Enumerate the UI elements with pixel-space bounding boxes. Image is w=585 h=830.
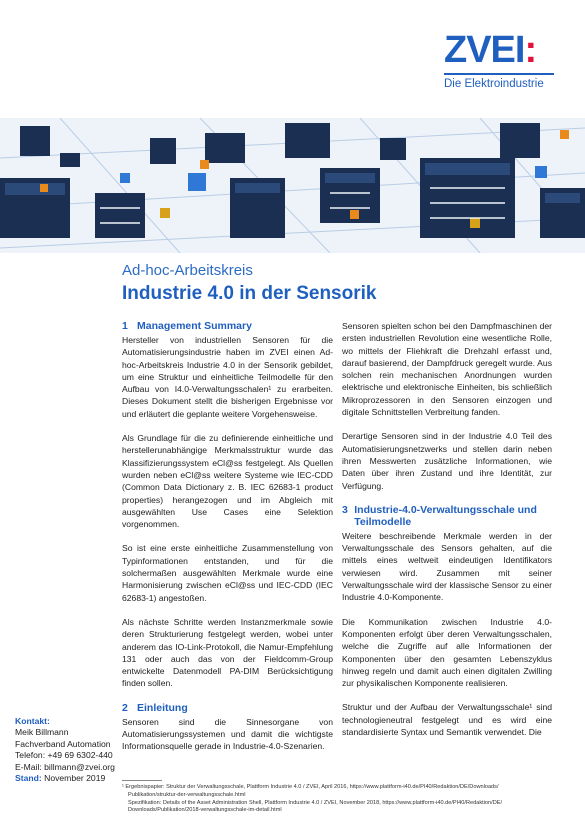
contact-phone: Telefon: +49 69 6302-440 <box>15 750 113 761</box>
contact-label: Kontakt: <box>15 716 50 726</box>
stand-value: November 2019 <box>44 773 106 784</box>
footnote <box>122 784 554 815</box>
contact-email[interactable]: E-Mail: billmann@zvei.org <box>15 761 115 772</box>
document-kicker: Ad-hoc-Arbeitskreis <box>122 262 253 279</box>
section-heading-einleitung: 2 Einleitung <box>122 701 188 714</box>
logo-wordmark: ZVEI: <box>444 29 537 71</box>
footnote-line: Spezifikation: Details of the Asset Administration Shell, Plattform Industrie 4.0 / ZVEI, November 2018, https://www.plattform-i40.de/PI40/Redaktion/DE/ <box>128 799 503 806</box>
contact-name: Meik Billmann <box>15 727 69 738</box>
paragraph: So ist eine erste einheitliche Zusammenstellung von Typinformationen entstanden, und für die solchermaßen ausgewählten Merkmale wurde eine Harmonisierung zwischen eCl@ss und IEC-CDD (IEC 62683-1) angestoßen. <box>122 543 333 603</box>
footnote-rule <box>122 780 162 781</box>
left-column <box>122 320 333 765</box>
paragraph: Die Kommunikation zwischen Industrie 4.0-Komponenten erfolgt über deren Verwaltungsschalen, welche die Zugriffe auf alle Informationen der Komponenten über den gesamten Lebenszyklus hinweg regeln und damit auch einen digitalen Zwilling zur physikalischen Komponente realisieren. <box>342 616 552 689</box>
section-heading-management-summary: 1 Management Summary <box>122 320 252 332</box>
section-heading-verwaltungsschale: 3 Industrie-4.0-Verwaltungsschale und Teilmodelle <box>342 503 537 528</box>
paragraph: Sensoren spielten schon bei den Dampfmaschinen der ersten industriellen Revolution eine wesentliche Rolle, wo mittels der Fliehkraft die Drehzahl erfasst und, darauf basierend, der Dampfdruck geregelt wurde. Aus solchen rein mechanischen Anordnungen wurden elektrische und elektronische Einheiten, bis schließlich Mikroprozessoren in den Sensoren einzogen und digitale Schnittstellen Verbreitung fanden. <box>342 321 552 418</box>
contact-box <box>15 716 117 784</box>
paragraph: Derartige Sensoren sind in der Industrie 4.0 Teil des Automatisierungsnetzwerks und stellen darin neben ihren Messwerten zusätzliche Informationen, wie Daten über ihren Zustand und ihre Identität, zur Verfügung. <box>342 431 552 491</box>
paragraph: Sensoren sind die Sinnesorgane von Automatisierungssystemen und damit die wichtigste Informationsquelle gerade in Industrie-4.0-Szenarien. <box>122 716 333 752</box>
logo-underline <box>444 73 554 75</box>
paragraph: Hersteller von industriellen Sensoren für die Automatisierungsindustrie haben im ZVEI einen Ad-hoc-Arbeitskreis Industrie 4.0 in der Sensorik gebildet, um eine Struktur und einheitliche Teilmodelle für den Aufbau von I4.0-Verwaltungsschalen¹ zu erarbeiten. Dieses Dokument stellt die bisherigen Ergebnisse vor und erläutert die geplante weitere Vorgehensweise. <box>122 335 333 419</box>
industrial-machines-illustration <box>0 118 585 253</box>
paragraph: Als Grundlage für die zu definierende einheitliche und herstellerunabhängige Merkmalsstruktur wurde das Klassifizierungssystem eCl@ss festgelegt. Als Quellen wurden neben eCl@ss weitere Systeme wie IEC-CDD (Common Data Dictionary z. B. IEC 62683-1 product properties) herangezogen und im Abgleich mit ausgewählten Use Cases eine Selektion vorgenommen. <box>122 433 333 530</box>
right-column <box>342 320 552 750</box>
zvei-logo <box>444 30 554 98</box>
logo-tagline: Die Elektroindustrie <box>444 78 544 90</box>
footnote-line: Downloads/Publikation/2018-verwaltungsschale-im-detail.html <box>128 807 282 814</box>
contact-department: Fachverband Automation <box>15 738 111 749</box>
logo-colon: : <box>524 29 537 71</box>
document-title: Industrie 4.0 in der Sensorik <box>122 283 377 304</box>
stand-line <box>15 773 117 784</box>
footnote-line: ¹ Ergebnispapier: Struktur der Verwaltungsschale, Plattform Industrie 4.0 / ZVEI, April 2016, https://www.plattform-i40.de/PI40/Redaktion/DE/Downloads/ <box>122 784 499 790</box>
stand-label: Stand: <box>15 773 42 784</box>
paragraph: Weitere beschreibende Merkmale werden in der Verwaltungsschale des Sensors gehalten, auf die mittels eines weltweit eindeutigen Identifikators verwiesen wird. Zusammen mit seiner Verwaltungsschale wird der klassische Sensor zu einer Industrie 4.0-Komponente. <box>342 530 552 603</box>
paragraph: Struktur und der Aufbau der Verwaltungsschale¹ sind technologieneutral festgelegt und es wird eine standardisierte Syntax und Semantik verwendet. Die <box>342 702 552 738</box>
paragraph: Als nächste Schritte werden Instanzmerkmale sowie deren Strukturierung festgelegt werden, wobei unter anderem das IO-Link-Protokoll, die Namur-Empfehlung 131 oder auch das von der Fieldcomm-Group entwickelte Datenmodell PA-DIM Berücksichtigung finden sollen. <box>122 616 333 689</box>
footnote-line: Publikation/struktur-der-verwaltungsschale.html <box>128 791 246 798</box>
